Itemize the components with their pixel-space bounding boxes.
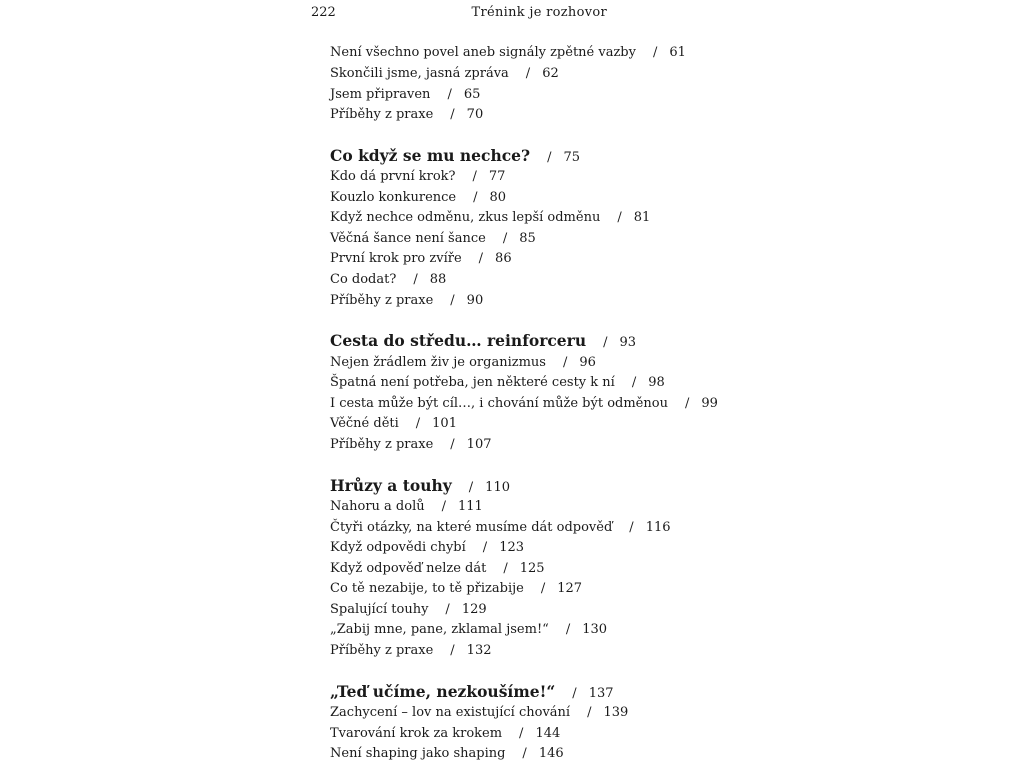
entry-title: Není shaping jako shaping [330, 746, 506, 761]
entry-page: 130 [582, 622, 608, 637]
toc-entry [330, 188, 506, 208]
entry-separator: / [413, 272, 418, 287]
entry-page: 62 [542, 66, 559, 81]
entry-separator: / [684, 396, 690, 411]
toc-entry [330, 291, 483, 311]
entry-separator: / [472, 169, 477, 184]
entry-title: Věčná šance není šance [330, 231, 486, 246]
entry-separator: / [617, 210, 622, 225]
entry-page: 61 [669, 45, 686, 60]
entry-page: 81 [633, 210, 651, 225]
entry-title: Zachycení – lov na existující chování [330, 705, 571, 720]
entry-title: Když odpověď nelze dát [330, 561, 487, 576]
toc-entry [330, 229, 536, 249]
entry-page: 111 [458, 499, 483, 514]
entry-title: Co tě nezabije, to tě přizabije [330, 581, 524, 596]
toc-entry [330, 518, 671, 538]
entry-title: Věčné děti [330, 416, 399, 431]
entry-separator: / [503, 561, 508, 576]
entry-title: První krok pro zvíře [330, 251, 462, 266]
toc-entry [330, 394, 718, 414]
toc-entry [330, 620, 607, 640]
entry-separator: / [565, 622, 571, 637]
entry-title: Není všechno povel aneb signály zpětné vazby [330, 45, 636, 60]
entry-title: Příběhy z praxe [330, 107, 434, 122]
entry-page: 65 [463, 87, 481, 102]
entry-page: 146 [538, 746, 564, 761]
entry-page: 80 [489, 190, 507, 205]
chapter-page: 137 [588, 686, 614, 701]
entry-title: Nahoru a dolů [330, 499, 425, 514]
entry-separator: / [450, 293, 455, 308]
entry-separator: / [652, 45, 658, 60]
entry-separator: / [519, 726, 524, 741]
entry-title: Nejen žrádlem živ je organizmus [330, 355, 546, 370]
entry-separator: / [629, 520, 634, 535]
toc-entry [330, 497, 483, 517]
toc-entry [330, 270, 446, 290]
entry-page: 127 [557, 581, 583, 596]
toc-entry [330, 724, 560, 744]
chapter-title: Co když se mu nechce? [330, 146, 531, 165]
toc-entry [330, 64, 559, 84]
entry-title: Příběhy z praxe [330, 293, 434, 308]
toc-entry [330, 353, 596, 373]
entry-separator: / [547, 150, 552, 165]
entry-title: Kdo dá první krok? [330, 169, 456, 184]
entry-page: 101 [432, 416, 457, 431]
chapter-title: „Teď učíme, nezkoušíme!“ [330, 682, 556, 701]
entry-separator: / [473, 190, 478, 205]
entry-separator: / [468, 480, 474, 495]
entry-page: 107 [466, 437, 492, 452]
toc-entry [330, 559, 545, 579]
entry-title: Když nechce odměnu, zkus lepší odměnu [330, 210, 601, 225]
entry-title: Jsem připraven [330, 87, 431, 102]
entry-title: I cesta může být cíl…, i chování může být odměnou [330, 396, 668, 411]
toc-entry [330, 641, 492, 661]
entry-title: Tvarování krok za krokem [330, 726, 503, 741]
toc-entry [330, 43, 686, 63]
entry-title: Kouzlo konkurence [330, 190, 457, 205]
entry-separator: / [445, 602, 450, 617]
entry-title: Příběhy z praxe [330, 643, 434, 658]
entry-page: 129 [461, 602, 487, 617]
toc-entry [330, 249, 512, 269]
entry-separator: / [502, 231, 508, 246]
entry-title: Co dodat? [330, 272, 397, 287]
entry-page: 139 [603, 705, 629, 720]
entry-separator: / [450, 643, 455, 658]
entry-title: Skončili jsme, jasná zpráva [330, 66, 509, 81]
chapter-title: Cesta do středu… reinforceru [330, 331, 587, 350]
entry-separator: / [587, 705, 592, 720]
entry-title: Když odpovědi chybí [330, 540, 466, 555]
entry-separator: / [450, 107, 455, 122]
chapter-title: Hrůzy a touhy [330, 476, 452, 495]
page-number: 222 [311, 5, 336, 20]
chapter-page: 75 [563, 150, 581, 165]
entry-page: 123 [499, 540, 525, 555]
entry-page: 90 [466, 293, 484, 308]
entry-page: 98 [648, 375, 665, 390]
entry-separator: / [447, 87, 452, 102]
entry-separator: / [572, 686, 577, 701]
toc-chapter-heading [330, 145, 580, 169]
toc-entry [330, 600, 487, 620]
toc-entry [330, 105, 483, 125]
toc-chapter-heading [330, 475, 510, 499]
entry-separator: / [562, 355, 568, 370]
entry-title: Příběhy z praxe [330, 437, 434, 452]
toc-entry [330, 167, 505, 187]
entry-separator: / [631, 375, 637, 390]
entry-separator: / [603, 335, 608, 350]
chapter-page: 110 [485, 480, 510, 495]
entry-page: 132 [466, 643, 492, 658]
toc-entry [330, 85, 480, 105]
chapter-page: 93 [619, 335, 637, 350]
entry-page: 88 [429, 272, 447, 287]
toc-entry [330, 373, 665, 393]
entry-page: 116 [645, 520, 671, 535]
toc-entry [330, 414, 457, 434]
entry-page: 99 [701, 396, 718, 411]
entry-separator: / [415, 416, 421, 431]
toc-entry [330, 579, 582, 599]
entry-page: 85 [519, 231, 536, 246]
toc-entry [330, 538, 524, 558]
entry-title: Spalující touhy [330, 602, 429, 617]
book-title: Trénink je rozhovor [471, 5, 607, 20]
entry-title: Čtyři otázky, na které musíme dát odpověď [330, 520, 613, 535]
entry-page: 70 [466, 107, 484, 122]
entry-separator: / [540, 581, 546, 596]
entry-separator: / [441, 499, 446, 514]
entry-separator: / [522, 746, 527, 761]
toc-entry [330, 744, 564, 764]
toc-entry [330, 435, 492, 455]
entry-title: Špatná není potřeba, jen některé cesty k ní [330, 375, 615, 390]
entry-page: 77 [488, 169, 506, 184]
entry-separator: / [450, 437, 455, 452]
entry-page: 96 [579, 355, 596, 370]
toc-chapter-heading [330, 330, 636, 354]
entry-page: 144 [535, 726, 561, 741]
entry-page: 86 [495, 251, 512, 266]
entry-page: 125 [519, 561, 545, 576]
entry-separator: / [478, 251, 484, 266]
entry-separator: / [482, 540, 488, 555]
toc-entry [330, 208, 650, 228]
running-head [311, 4, 607, 22]
entry-title: „Zabij mne, pane, zklamal jsem!“ [330, 622, 549, 637]
entry-separator: / [525, 66, 531, 81]
toc-chapter-heading [330, 681, 614, 705]
toc-entry [330, 703, 628, 723]
